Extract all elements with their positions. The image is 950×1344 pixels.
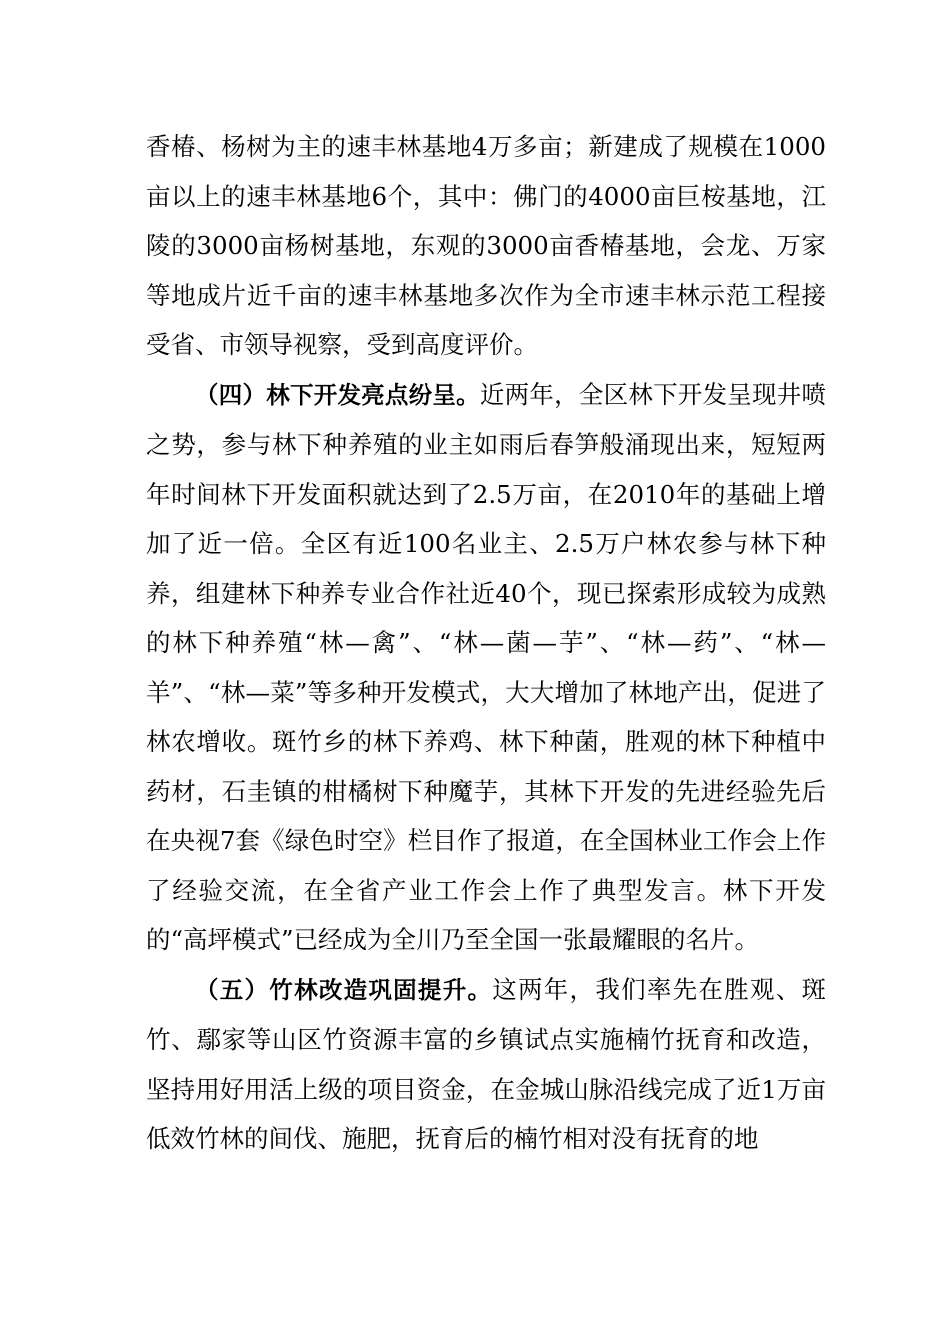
paragraph-section-five [146, 965, 826, 1164]
section-heading: （四）林下开发亮点纷呈。 [195, 380, 480, 409]
paragraph-text: 这两年，我们率先在胜观、斑竹、鄢家等山区竹资源丰富的乡镇试点实施楠竹抚育和改造，坚持用好用活上级的项目资金，在金城山脉沿线完成了近1万亩低效竹林的间伐、施肥，抚育后的楠竹相对没有抚育的地 [146, 974, 826, 1153]
paragraph-text: 近两年，全区林下开发呈现井喷之势，参与林下种养殖的业主如雨后春笋般涌现出来，短短两年时间林下开发面积就达到了2.5万亩，在2010年的基础上增加了近一倍。全区有近100名业主、2.5万户林农参与林下种养，组建林下种养专业合作社近40个，现已探索形成较为成熟的林下种养殖“林—禽”、“林—菌—芋”、“林—药”、“林—羊”、“林—菜”等多种开发模式，大大增加了林地产出，促进了林农增收。斑竹乡的林下养鸡、林下种菌，胜观的林下种植中药材，石圭镇的柑橘树下种魔芋，其林下开发的先进经验先后在央视7套《绿色时空》栏目作了报道，在全国林业工作会上作了经验交流，在全省产业工作会上作了典型发言。林下开发的“高坪模式”已经成为全川乃至全国一张最耀眼的名片。 [146, 379, 827, 954]
paragraph-text: 香椿、杨树为主的速丰林基地4万多亩；新建成了规模在1000亩以上的速丰林基地6个，其中：佛门的4000亩巨桉基地，江陵的3000亩杨树基地，东观的3000亩香椿基地，会龙、万家等地成片近千亩的速丰林基地多次作为全市速丰林示范工程接受省、市领导视察，受到高度评价。 [146, 132, 826, 359]
section-heading: （五）竹林改造巩固提升。 [195, 975, 493, 1004]
document-body [146, 122, 826, 1164]
paragraph-continued [146, 122, 826, 370]
paragraph-section-four [146, 370, 826, 965]
